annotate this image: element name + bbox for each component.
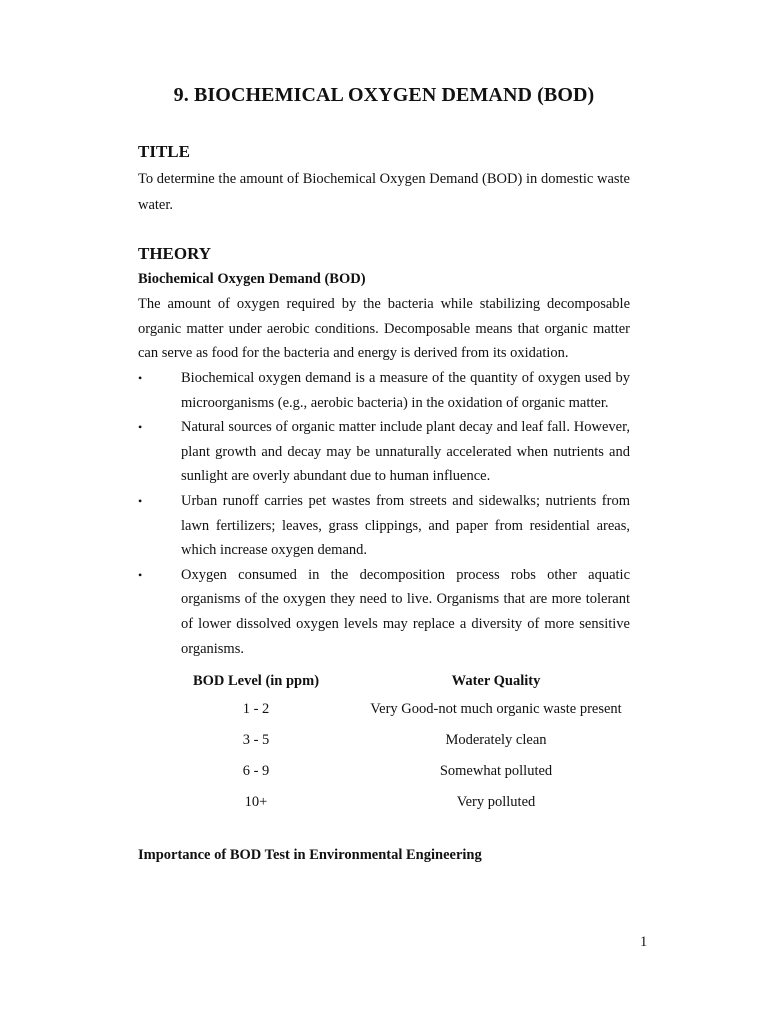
table-row <box>150 787 630 818</box>
bullet-text: Oxygen consumed in the decomposition process robs other aquatic organisms of the oxygen they need to live. Organisms that are more tolerant of lower dissolved oxygen levels may replace a diversity of more sensitive organisms. <box>181 566 630 657</box>
bullet-text: Urban runoff carries pet wastes from streets and sidewalks; nutrients from lawn fertilizers; leaves, grass clippings, and paper from residential areas, which increase oxygen demand. <box>181 492 630 559</box>
bullet-icon: • <box>138 567 143 582</box>
table-row <box>150 756 630 787</box>
section-heading-theory: THEORY <box>138 244 212 263</box>
list-item <box>138 489 630 563</box>
table-cell-bod-level: 3 - 5 <box>242 732 270 748</box>
table-header-row <box>150 668 630 694</box>
theory-intro-paragraph: The amount of oxygen required by the bacteria while stabilizing decomposable organic matter under aerobic conditions. Decomposable means that organic matter can serve as food for the bacteria and energy is derived from its oxidation. <box>138 296 630 362</box>
table-row <box>150 694 630 725</box>
page-title: 9. BIOCHEMICAL OXYGEN DEMAND (BOD) <box>173 84 595 106</box>
table-cell-water-quality: Moderately clean <box>445 732 547 748</box>
page-number: 1 <box>640 934 648 950</box>
table-cell-bod-level: 6 - 9 <box>242 763 270 779</box>
list-item <box>138 415 630 489</box>
theory-bullet-list <box>138 366 630 661</box>
title-paragraph: To determine the amount of Biochemical Oxygen Demand (BOD) in domestic waste water. <box>138 171 630 213</box>
subheading-bod: Biochemical Oxygen Demand (BOD) <box>138 271 366 287</box>
bullet-icon: • <box>138 493 143 508</box>
table-cell-bod-level: 1 - 2 <box>242 701 270 717</box>
list-item <box>138 563 630 661</box>
table-cell-water-quality: Very Good-not much organic waste present <box>370 701 622 717</box>
importance-heading: Importance of BOD Test in Environmental Engineering <box>138 847 482 863</box>
list-item <box>138 366 630 415</box>
section-heading-title: TITLE <box>138 142 190 161</box>
table-cell-water-quality: Somewhat polluted <box>439 763 553 779</box>
table-cell-bod-level: 10+ <box>244 794 268 810</box>
bullet-text: Natural sources of organic matter include plant decay and leaf fall. However, plant growth and decay may be unnaturally accelerated when nutrients and sunlight are overly abundant due to human influence. <box>181 419 630 485</box>
table-header-water-quality: Water Quality <box>451 672 541 689</box>
table-row <box>150 725 630 756</box>
bullet-icon: • <box>138 420 143 435</box>
table-header-bod-level: BOD Level (in ppm) <box>192 672 320 689</box>
table-cell-water-quality: Very polluted <box>456 794 536 810</box>
bullet-text: Biochemical oxygen demand is a measure of the quantity of oxygen used by microorganisms (e.g., aerobic bacteria) in the oxidation of organic matter. <box>181 370 630 411</box>
bullet-icon: • <box>138 371 143 385</box>
bod-quality-table <box>150 668 630 818</box>
